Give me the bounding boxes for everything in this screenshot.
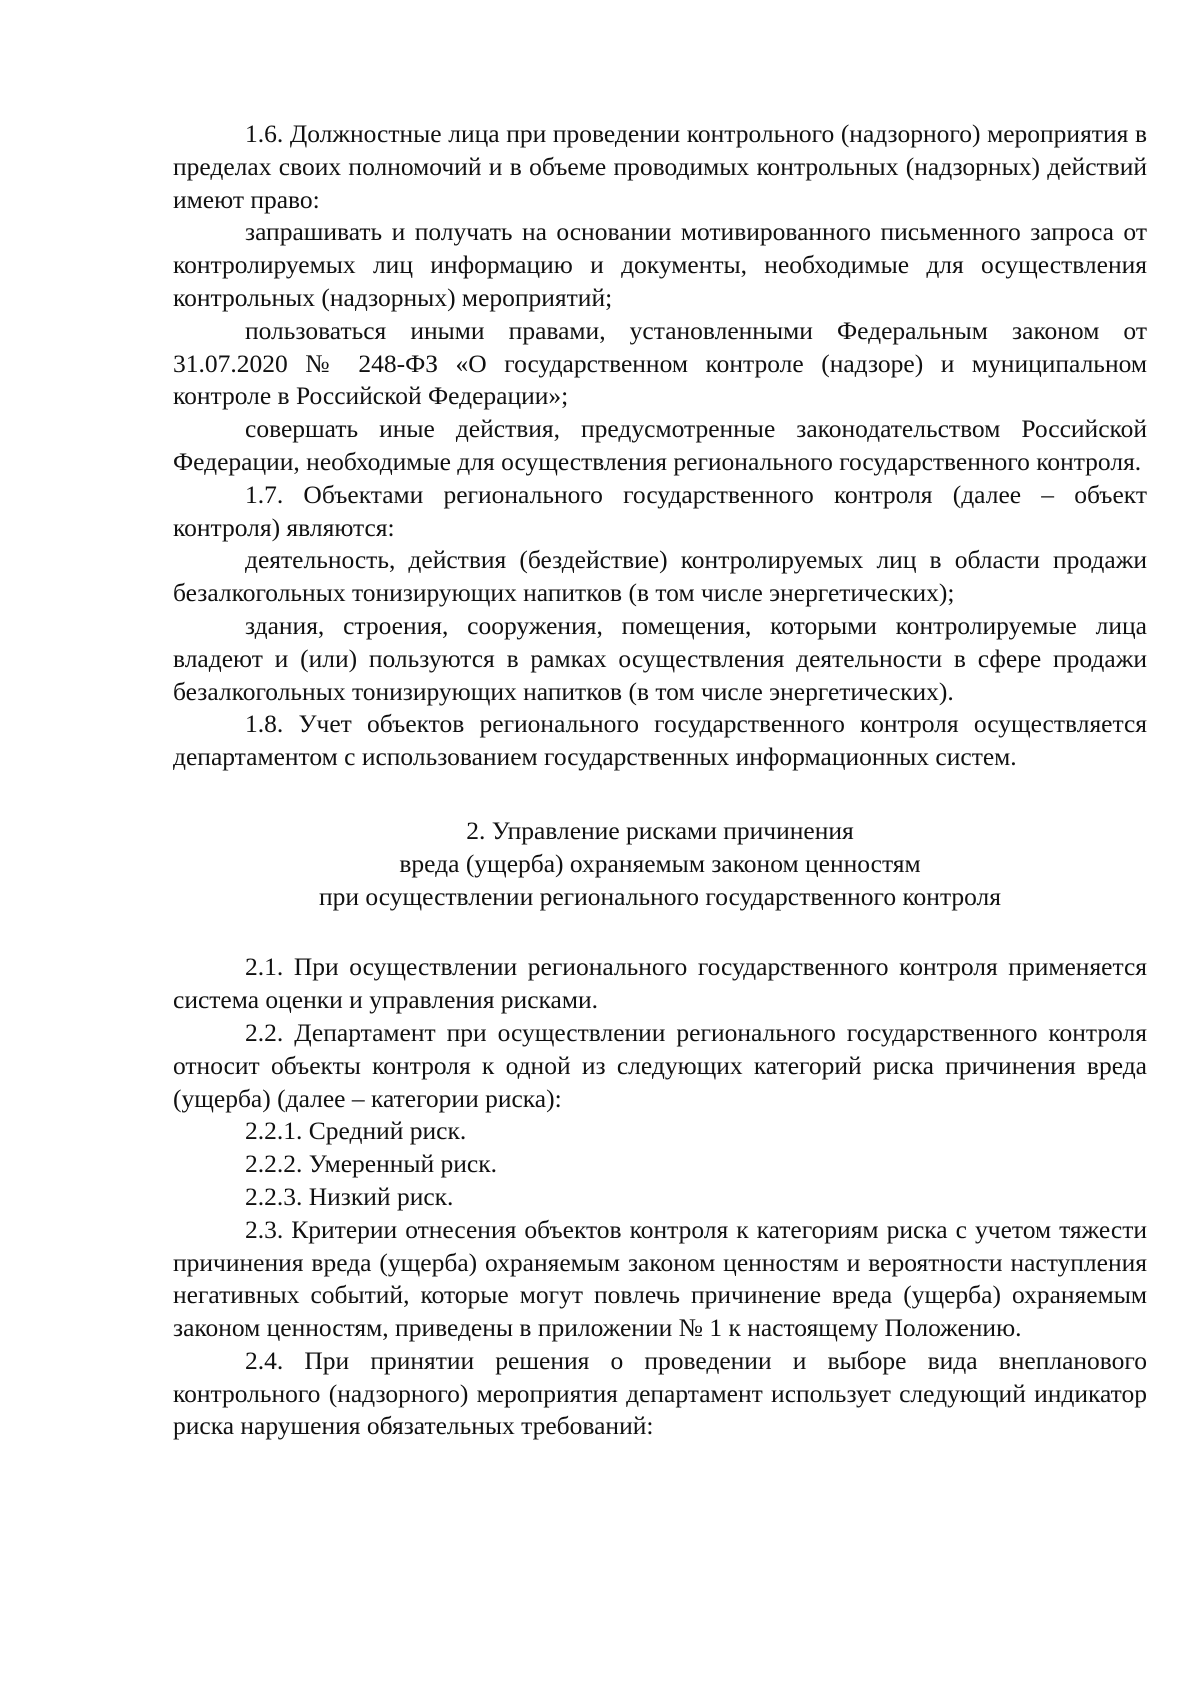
paragraph-1-6: 1.6. Должностные лица при проведении контрольного (надзорного) мероприятия в пределах своих полномочий и в объеме проводимых контрольных (надзорных) действий имеют право: [173, 119, 1147, 214]
section-2-heading-line-1: 2. Управление рисками причинения [466, 815, 854, 845]
paragraph-2-3: 2.3. Критерии отнесения объектов контроля к категориям риска с учетом тяжести причинения вреда (ущерба) охраняемым законом ценностям и вероятности наступления негативных событий, которые могут повлечь причинение вреда (ущерба) охраняемым законом ценностям, приведены в приложении № 1 к настоящему Положению. [173, 1214, 1147, 1343]
section-2-heading-line-3: при осуществлении регионального государственного контроля [318, 881, 1002, 911]
paragraph-right-request: запрашивать и получать на основании мотивированного письменного запроса от контролируемых лиц информацию и документы, необходимые для осуществления контрольных (надзорных) мероприятий; [173, 217, 1147, 312]
section-2-heading [173, 815, 1147, 913]
paragraph-2-2: 2.2. Департамент при осуществлении регионального государственного контроля относит объекты контроля к одной из следующих категорий риска причинения вреда (ущерба) (далее – категории риска): [173, 1017, 1147, 1113]
paragraph-2-2-3: 2.2.3. Низкий риск. [245, 1181, 454, 1211]
paragraph-1-8: 1.8. Учет объектов регионального государственного контроля осуществляется департаментом с использованием государственных информационных систем. [173, 709, 1147, 772]
paragraph-right-other-actions: совершать иные действия, предусмотренные законодательством Российской Федерации, необходимые для осуществления регионального государственного контроля. [173, 414, 1147, 476]
paragraph-1-7: 1.7. Объектами регионального государственного контроля (далее – объект контроля) являются: [173, 479, 1147, 542]
paragraph-object-buildings: здания, строения, сооружения, помещения, которыми контролируемые лица владеют и (или) пользуются в рамках осуществления деятельности в сфере продажи безалкогольных тонизирующих напитков (в том числе энергетических). [173, 610, 1147, 706]
paragraph-2-4: 2.4. При принятии решения о проведении и выборе вида внепланового контрольного (надзорного) мероприятия департамент использует следующий индикатор риска нарушения обязательных требований: [173, 1345, 1147, 1441]
section-2-heading-line-2: вреда (ущерба) охраняемым законом ценностям [399, 848, 921, 878]
paragraph-object-activity: деятельность, действия (бездействие) контролируемых лиц в области продажи безалкогольных тонизирующих напитков (в том числе энергетических); [173, 545, 1147, 608]
paragraph-right-other-rights: пользоваться иными правами, установленными Федеральным законом от 31.07.2020 № 248-ФЗ «О государственном контроле (надзоре) и муниципальном контроле в Российской Федерации»; [173, 315, 1147, 411]
paragraph-2-1: 2.1. При осуществлении регионального государственного контроля применяется система оценки и управления рисками. [173, 952, 1147, 1015]
paragraph-2-2-2: 2.2.2. Умеренный риск. [245, 1149, 498, 1179]
paragraph-2-2-1: 2.2.1. Средний риск. [245, 1116, 467, 1146]
